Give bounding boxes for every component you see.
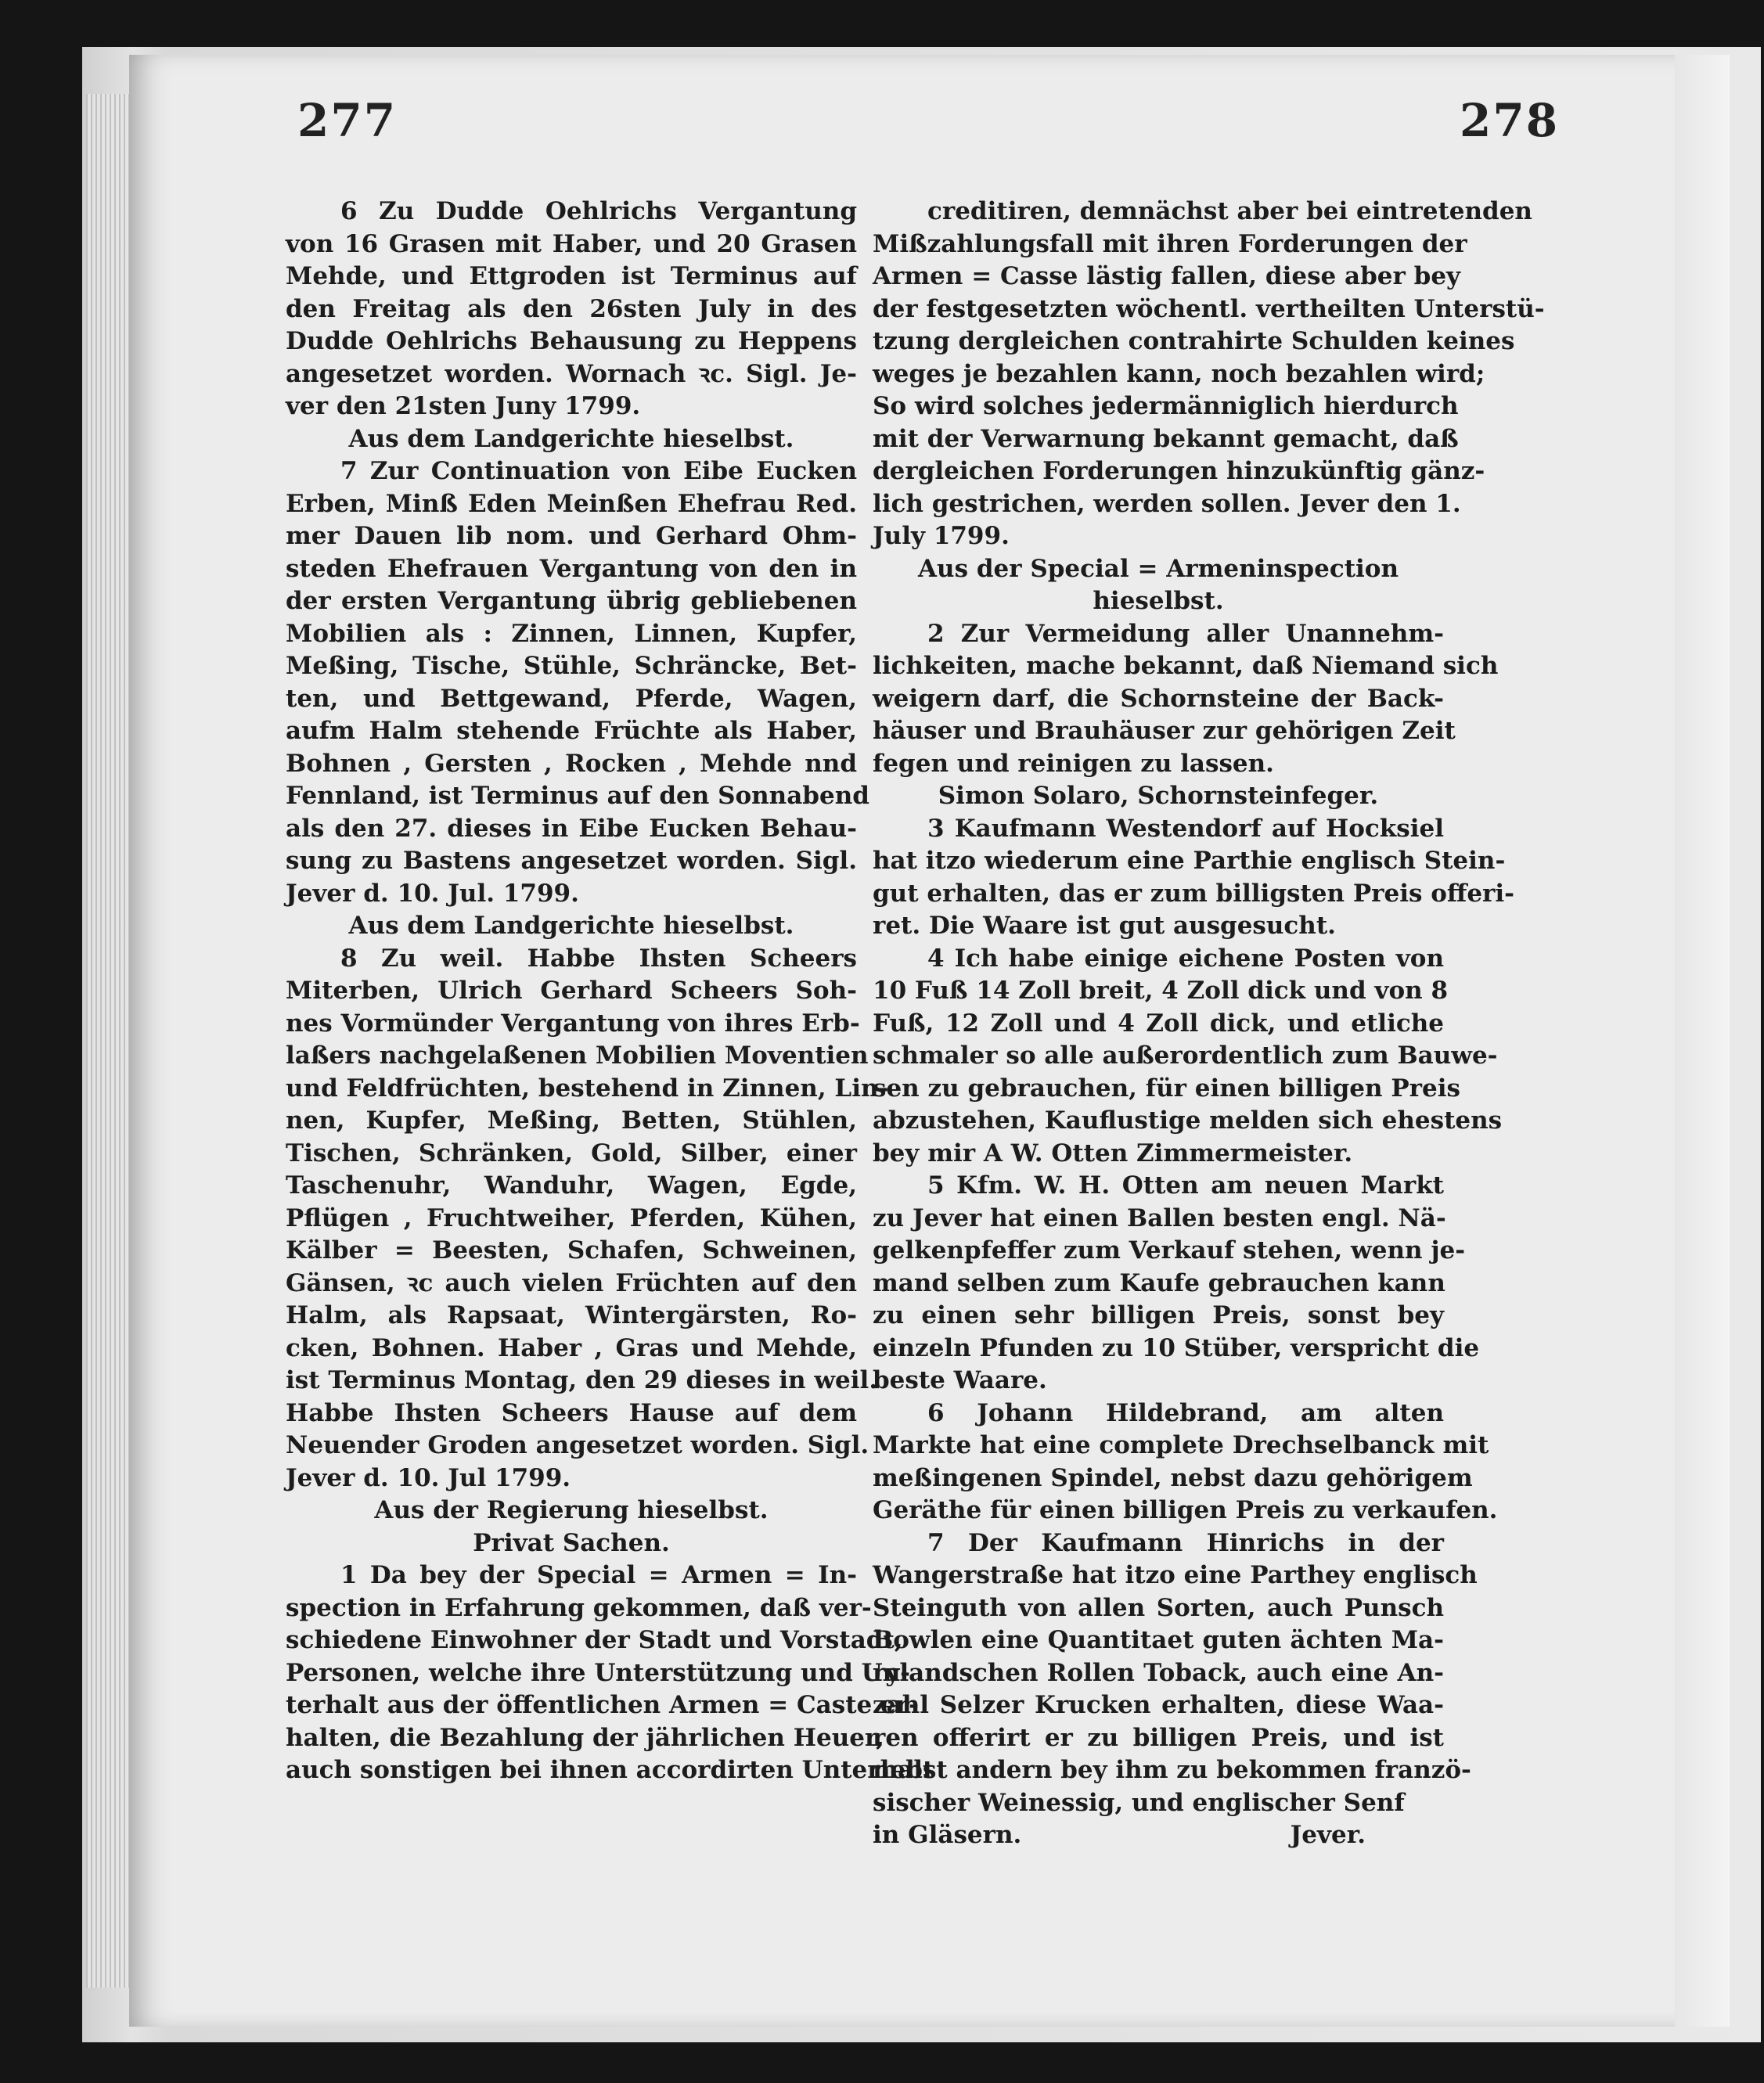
text-line: tzung dergleichen contrahirte Schulden keines [873,327,1515,355]
text-line: sung zu Bastens angesetzet worden. Sigl. [286,847,857,875]
text-line: Wangerstraße hat itzo eine Parthey englisch [873,1561,1478,1589]
text-line: zahl Selzer Krucken erhalten, diese Waa- [873,1691,1444,1719]
text-line: Dudde Oehlrichs Behausung zu Heppens [286,327,857,355]
closing-left: in Gläsern. [873,1821,1022,1849]
text-line: hat itzo wiederum eine Parthie englisch Stein- [873,847,1506,875]
text-line: gut erhalten, das er zum billigsten Preis offeri- [873,879,1515,908]
text-line: weigern darf, die Schornsteine der Back- [873,684,1444,713]
text-line: als den 27. dieses in Eibe Eucken Behau- [286,814,857,843]
text-line: fegen und reinigen zu lassen. [873,749,1274,778]
text-line: schiedene Einwohner der Stadt und Vorstadt, [286,1626,903,1654]
section-heading: Aus dem Landgerichte hieselbst. [348,912,794,940]
left-column [286,196,934,1787]
text-line: von 16 Grasen mit Haber, und 20 Grasen [286,229,857,258]
text-line: sen zu gebrauchen, für einen billigen Preis [873,1074,1460,1103]
text-line: ren offerirt er zu billigen Preis, und ist [873,1723,1444,1752]
text-line: ten, und Bettgewand, Pferde, Wagen, [286,684,857,713]
signature-line: Simon Solaro, Schornsteinfeger. [938,782,1379,810]
text-line: 7 Der Kaufmann Hinrichs in der [927,1528,1444,1557]
text-line: Taschenuhr, Wanduhr, Wagen, Egde, [286,1171,857,1200]
text-line: Gänsen, ꝛc auch vielen Früchten auf den [286,1268,857,1297]
text-line: Markte hat eine complete Drechselbanck mit [873,1431,1489,1459]
text-line: einzeln Pfunden zu 10 Stüber, verspricht die [873,1333,1480,1362]
text-line: Erben, Minß Eden Meinßen Ehefrau Red. [286,489,857,518]
text-line: weges je bezahlen kann, noch bezahlen wird; [873,359,1485,388]
section-heading: Privat Sachen. [473,1528,670,1557]
text-line: angesetzet worden. Wornach ꝛc. Sigl. Je- [286,359,857,388]
text-line: zu einen sehr billigen Preis, sonst bey [873,1301,1444,1329]
text-line: mand selben zum Kaufe gebrauchen kann [873,1268,1445,1297]
page-number-left: 277 [297,94,398,147]
text-line: 3 Kaufmann Westendorf auf Hocksiel [927,814,1444,843]
text-line: auch sonstigen bei ihnen accordirten Unterhalt [286,1756,934,1784]
text-line: 7 Zur Continuation von Eibe Eucken [340,457,857,485]
text-line: 2 Zur Vermeidung aller Unannehm- [927,619,1444,648]
closing-right: Jever. [1290,1821,1366,1849]
text-line: meßingenen Spindel, nebst dazu gehörigem [873,1463,1473,1492]
text-line: der ersten Vergantung übrig gebliebenen [286,587,857,615]
text-line: Meßing, Tische, Stühle, Schräncke, Bet- [286,652,857,680]
text-line: laßers nachgelaßenen Mobilien Moventien [286,1042,869,1070]
text-line: cken, Bohnen. Haber , Gras und Mehde, [286,1333,857,1362]
text-line: lichkeiten, mache bekannt, daß Niemand sich [873,652,1499,680]
text-line: Jever d. 10. Jul 1799. [286,1463,571,1492]
text-line: aufm Halm stehende Früchte als Haber, [286,717,857,745]
text-line: Kälber = Beesten, Schafen, Schweinen, [286,1236,857,1265]
text-line: Pflügen , Fruchtweiher, Pferden, Kühen, [286,1203,857,1232]
text-line: 1 Da bey der Special = Armen = In- [340,1561,857,1589]
text-line: 5 Kfm. W. H. Otten am neuen Markt [927,1171,1444,1200]
page-number-right: 278 [1460,94,1560,147]
page-edges [86,94,133,1988]
text-line: So wird solches jedermänniglich hierdurch [873,392,1459,420]
text-line: 4 Ich habe einige eichene Posten von [927,944,1444,973]
page-margin [1675,55,1730,2027]
text-line: July 1799. [873,522,1010,550]
text-line: terhalt aus der öffentlichen Armen = Caste er- [286,1691,919,1719]
text-line: Neuender Groden angesetzet worden. Sigl. [286,1431,869,1459]
text-line: und Feldfrüchten, bestehend in Zinnen, Lin- [286,1074,889,1103]
text-line: 6 Zu Dudde Oehlrichs Vergantung [340,197,857,225]
text-line: häuser und Brauhäuser zur gehörigen Zeit [873,717,1456,745]
text-line: gelkenpfeffer zum Verkauf stehen, wenn je- [873,1236,1466,1265]
text-line: spection in Erfahrung gekommen, daß ver- [286,1593,872,1622]
closing-line [873,1819,1444,1852]
text-line: mit der Verwarnung bekannt gemacht, daß [873,424,1459,453]
text-line: Steinguth von allen Sorten, auch Punsch [873,1593,1444,1622]
section-heading: Aus dem Landgerichte hieselbst. [348,424,794,453]
text-line: nen, Kupfer, Meßing, Betten, Stühlen, [286,1106,857,1135]
text-line: nebst andern bey ihm zu bekommen franzö- [873,1756,1471,1784]
text-line: 6 Johann Hildebrand, am alten [927,1398,1444,1427]
section-heading: Aus der Special = Armeninspection hieselbst. [917,554,1399,615]
text-line: Mobilien als : Zinnen, Linnen, Kupfer, [286,619,857,648]
text-line: abzustehen, Kauflustige melden sich ehestens [873,1106,1503,1135]
text-line: rylandschen Rollen Toback, auch eine An- [873,1658,1444,1687]
text-line: Mißzahlungsfall mit ihren Forderungen der [873,229,1467,258]
text-line: den Freitag als den 26sten July in des [286,294,857,323]
text-line: zu Jever hat einen Ballen besten engl. Nä- [873,1203,1446,1232]
text-line: Tischen, Schränken, Gold, Silber, einer [286,1139,857,1167]
text-line: 8 Zu weil. Habbe Ihsten Scheers [340,944,857,973]
text-line: der festgesetzten wöchentl. vertheilten Unterstü- [873,294,1545,323]
text-line: bey mir A W. Otten Zimmermeister. [873,1139,1353,1167]
text-line: ist Terminus Montag, den 29 dieses in weil. [286,1366,878,1394]
section-heading: Aus der Regierung hieselbst. [374,1496,769,1524]
text-line: Halm, als Rapsaat, Wintergärsten, Ro- [286,1301,857,1329]
text-line: steden Ehefrauen Vergantung von den in [286,554,857,583]
text-line: beste Waare. [873,1366,1047,1394]
text-line: Fuß, 12 Zoll und 4 Zoll dick, und etliche [873,1009,1444,1038]
text-line: creditiren, demnächst aber bei eintretenden [927,197,1532,225]
text-line: Personen, welche ihre Unterstützung und Un- [286,1658,911,1687]
text-line: lich gestrichen, werden sollen. Jever den 1. [873,489,1461,518]
text-line: ver den 21sten Juny 1799. [286,392,641,420]
text-line: Geräthe für einen billigen Preis zu verkaufen. [873,1496,1498,1524]
text-line: halten, die Bezahlung der jährlichen Heuer, [286,1723,884,1752]
text-line: sischer Weinessig, und englischer Senf [873,1788,1405,1817]
text-line: nes Vormünder Vergantung von ihres Erb- [286,1009,860,1038]
text-line: ret. Die Waare ist gut ausgesucht. [873,912,1336,940]
text-line: dergleichen Forderungen hinzukünftig gänz- [873,457,1485,485]
text-line: schmaler so alle außerordentlich zum Bauwe- [873,1042,1498,1070]
text-line: Mehde, und Ettgroden ist Terminus auf [286,262,857,290]
text-line: Habbe Ihsten Scheers Hause auf dem [286,1398,857,1427]
text-line: Fennland, ist Terminus auf den Sonnabend [286,782,869,810]
text-line: mer Dauen lib nom. und Gerhard Ohm- [286,522,857,550]
text-line: Bowlen eine Quantitaet guten ächten Ma- [873,1626,1444,1654]
text-line: 10 Fuß 14 Zoll breit, 4 Zoll dick und von 8 [873,977,1449,1005]
text-line: Miterben, Ulrich Gerhard Scheers Soh- [286,977,857,1005]
text-line: Bohnen , Gersten , Rocken , Mehde nnd [286,749,857,778]
text-line: Armen = Casse lästig fallen, diese aber bey [873,262,1461,290]
right-column [873,196,1545,1852]
text-line: Jever d. 10. Jul. 1799. [286,879,579,908]
